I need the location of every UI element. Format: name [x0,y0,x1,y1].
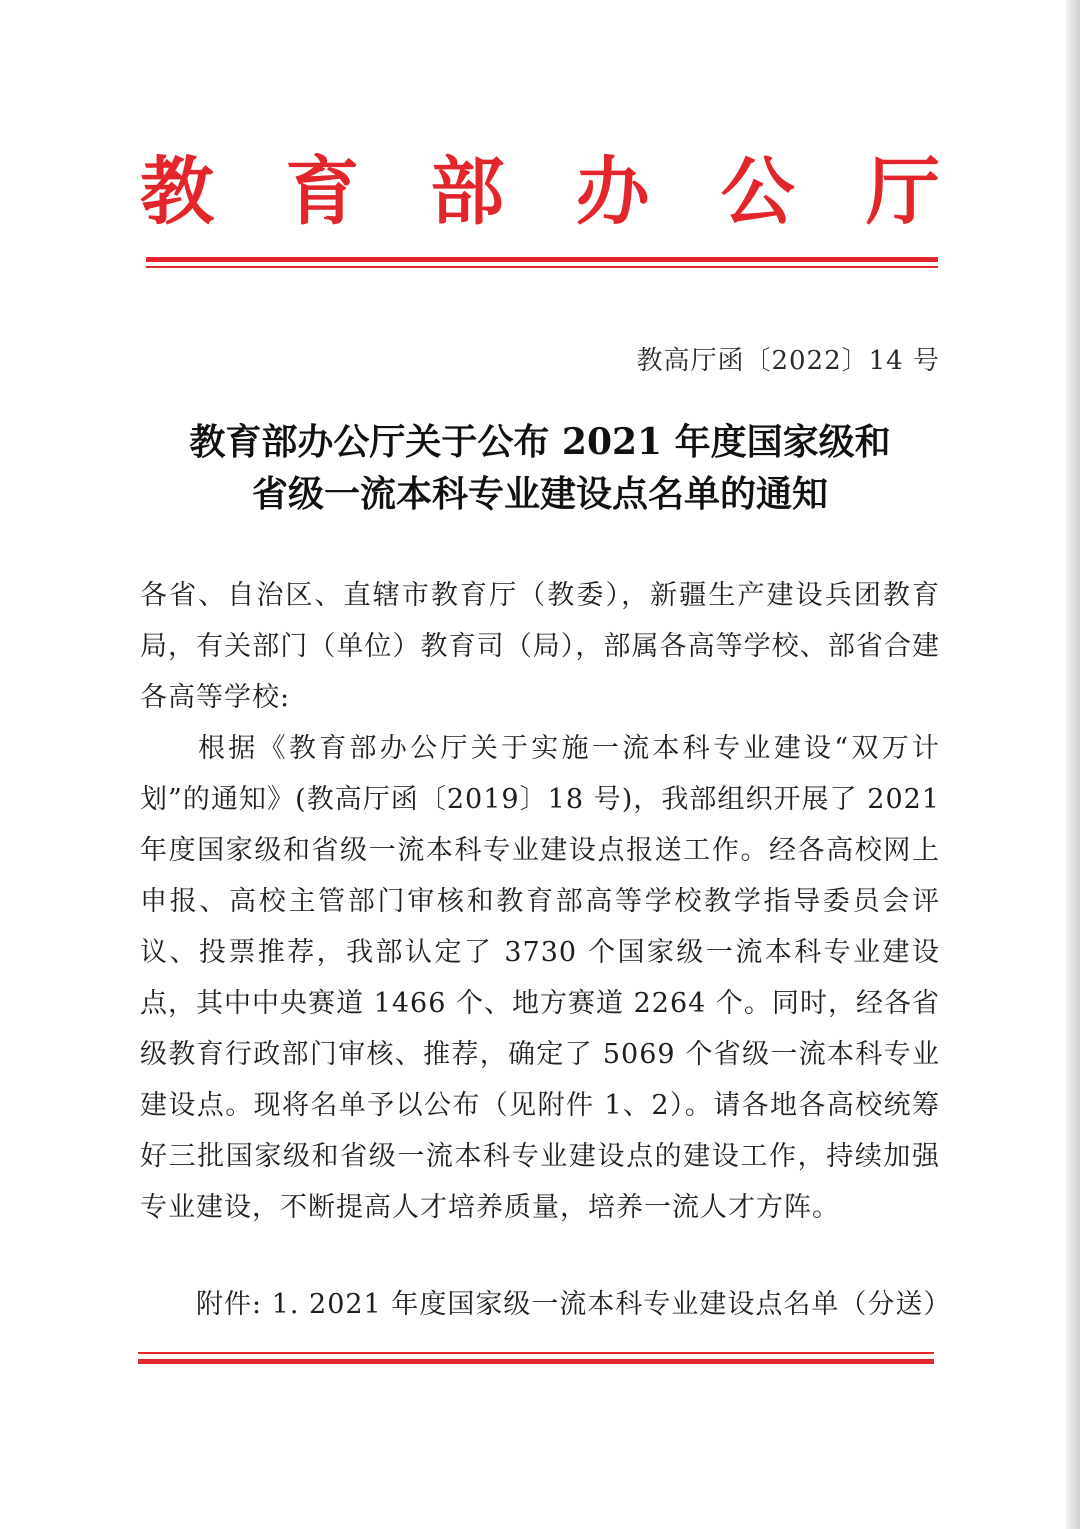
document-number: 教高厅函〔2022〕14 号 [636,346,940,376]
document-title [140,416,940,520]
title-line-1: 教育部办公厅关于公布 2021 年度国家级和 [189,421,891,463]
body-paragraph: 根据《教育部办公厅关于实施一流本科专业建设“双万计划”的通知》(教高厅函〔2019〕18 号)，我部组织开展了 2021 年度国家级和省级一流本科专业建设点报送工作。经各高校网上申报、高校主管部门审核和教育部高等学校教学指导委员会评议、投票推荐，我部认定了 3730 个国家级一流本科专业建设点，其中中央赛道 1466 个、地方赛道 2264 个。同时，经各省级教育行政部门审核、推荐，确定了 5069 个省级一流本科专业建设点。现将名单予以公布（见附件 1、2）。请各地各高校统筹好三批国家级和省级一流本科专业建设点的建设工作，持续加强专业建设，不断提高人才培养质量，培养一流人才方阵。 [140,733,940,1223]
letterhead-char: 教 [140,149,214,235]
attachment-line: 附件: 1. 2021 年度国家级一流本科专业建设点名单（分送） [196,1289,952,1320]
footer-rule-bottom [138,1359,934,1364]
title-line-2: 省级一流本科专业建设点名单的通知 [251,473,828,515]
page-edge-shadow [1066,0,1080,1529]
letterhead-char: 部 [430,149,505,235]
letterhead-char: 公 [720,149,795,235]
salutation-text: 各省、自治区、直辖市教育厅（教委），新疆生产建设兵团教育局，有关部门（单位）教育司（局），部属各高等学校、部省合建各高等学校: [140,580,940,713]
footer-rule-top [138,1352,934,1354]
letterhead-char: 厅 [865,149,940,235]
letterhead-char: 育 [285,149,360,235]
salutation [140,570,940,723]
letterhead-title [140,148,940,236]
letterhead-rule-thick [146,257,938,262]
letterhead-char: 办 [575,149,650,235]
body-section [140,723,940,1233]
letterhead-rule-thin [146,266,938,268]
